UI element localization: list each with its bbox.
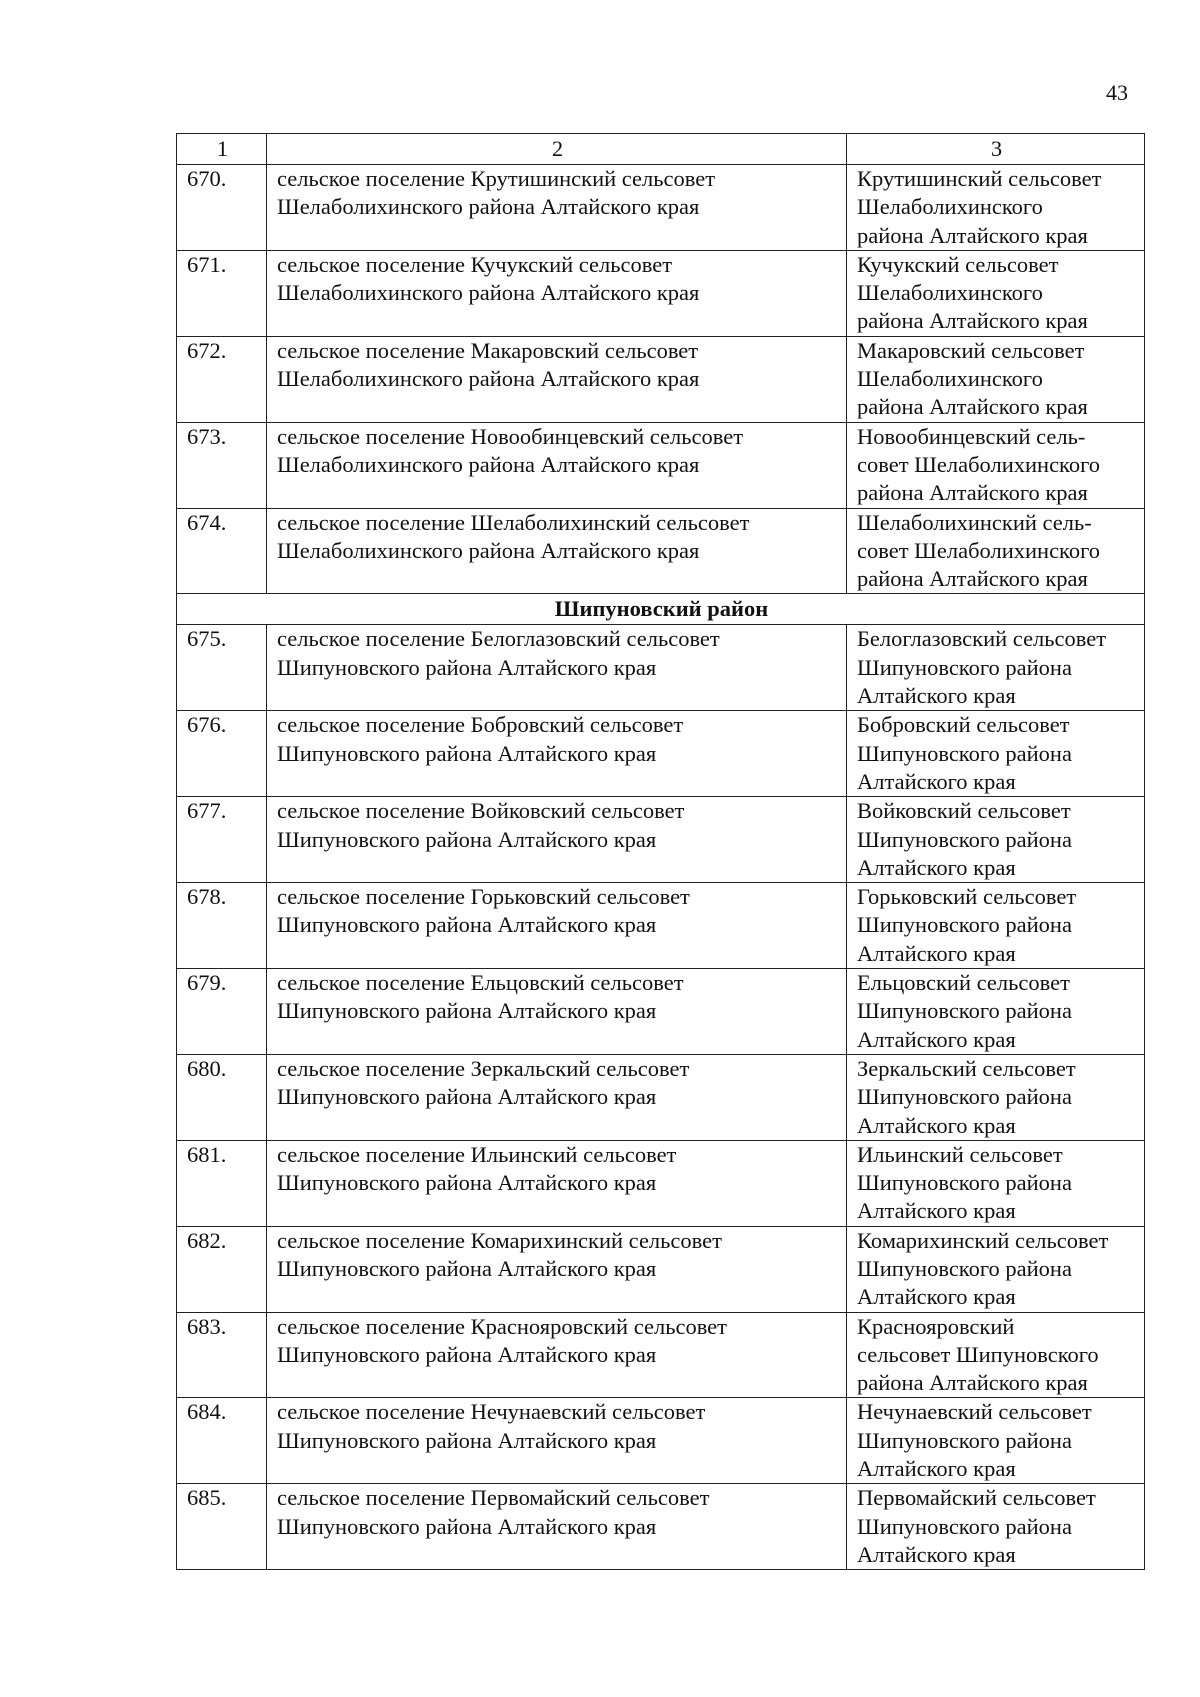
municipality-name-line: Шелаболихинского района Алтайского края <box>277 451 700 477</box>
short-name-line: Ельцовский сельсовет <box>857 970 1070 996</box>
short-name-line: Алтайского края <box>857 940 1016 966</box>
short-name-line: Шипуновского района <box>857 1084 1072 1110</box>
municipality-name-cell <box>267 625 847 711</box>
municipality-name-cell <box>267 336 847 422</box>
short-name-line: Зеркальский сельсовет <box>857 1055 1076 1081</box>
table-row <box>177 625 1145 711</box>
municipality-name-line: сельское поселение Зеркальский сельсовет <box>277 1055 690 1081</box>
municipality-name-cell <box>267 1312 847 1398</box>
short-name-line: Шипуновского района <box>857 912 1072 938</box>
short-name-line: Шипуновского района <box>857 1255 1072 1281</box>
municipality-name-line: сельское поселение Войковский сельсовет <box>277 798 685 824</box>
short-name-line: Шипуновского района <box>857 1513 1072 1539</box>
short-name-line: Алтайского края <box>857 854 1016 880</box>
short-name-cell <box>847 508 1145 594</box>
table-row <box>177 1312 1145 1398</box>
municipality-name-line: Шипуновского района Алтайского края <box>277 740 657 766</box>
table-row <box>177 1226 1145 1312</box>
short-name-line: Алтайского края <box>857 1198 1016 1224</box>
short-name-line: Алтайского края <box>857 1112 1016 1138</box>
municipality-name-cell <box>267 883 847 969</box>
municipality-name-line: Шелаболихинского района Алтайского края <box>277 537 700 563</box>
row-number: 671. <box>177 250 267 336</box>
row-number: 676. <box>177 711 267 797</box>
short-name-line: Шипуновского района <box>857 740 1072 766</box>
short-name-line: Белоглазовский сельсовет <box>857 626 1107 652</box>
short-name-cell <box>847 969 1145 1055</box>
short-name-cell <box>847 1140 1145 1226</box>
short-name-line: района Алтайского края <box>857 308 1088 334</box>
column-header-2: 2 <box>267 134 847 165</box>
short-name-line: Шелаболихинского <box>857 366 1043 392</box>
row-number: 680. <box>177 1054 267 1140</box>
table-row <box>177 250 1145 336</box>
page-number: 43 <box>1106 80 1128 105</box>
short-name-line: района Алтайского края <box>857 394 1088 420</box>
row-number: 684. <box>177 1398 267 1484</box>
short-name-line: Алтайского края <box>857 683 1016 709</box>
municipality-name-line: сельское поселение Первомайский сельсовет <box>277 1485 710 1511</box>
short-name-line: Новообинцевский сель- <box>857 423 1086 449</box>
municipality-name-line: Шипуновского района Алтайского края <box>277 826 657 852</box>
row-number: 673. <box>177 422 267 508</box>
table-body <box>177 134 1145 1570</box>
table-row <box>177 165 1145 251</box>
row-number: 681. <box>177 1140 267 1226</box>
short-name-cell <box>847 250 1145 336</box>
table-row <box>177 508 1145 594</box>
short-name-line: Алтайского края <box>857 768 1016 794</box>
municipality-name-cell <box>267 1398 847 1484</box>
table-row <box>177 797 1145 883</box>
municipality-name-line: Шипуновского района Алтайского края <box>277 1170 657 1196</box>
municipality-name-cell <box>267 165 847 251</box>
row-number: 677. <box>177 797 267 883</box>
municipality-name-line: Шелаболихинского района Алтайского края <box>277 366 700 392</box>
short-name-line: сельсовет Шипуновского <box>857 1341 1099 1367</box>
municipality-name-line: Шипуновского района Алтайского края <box>277 998 657 1024</box>
short-name-cell <box>847 165 1145 251</box>
short-name-cell <box>847 1398 1145 1484</box>
short-name-cell <box>847 1226 1145 1312</box>
short-name-line: района Алтайского края <box>857 1370 1088 1396</box>
municipality-name-cell <box>267 1226 847 1312</box>
table-row <box>177 1484 1145 1570</box>
short-name-line: Краснояровский <box>857 1313 1015 1339</box>
municipality-name-line: сельское поселение Бобровский сельсовет <box>277 712 684 738</box>
short-name-line: Шелаболихинского <box>857 194 1043 220</box>
municipality-name-line: сельское поселение Ельцовский сельсовет <box>277 970 684 996</box>
table-row <box>177 883 1145 969</box>
row-number: 670. <box>177 165 267 251</box>
short-name-line: Шипуновского района <box>857 1427 1072 1453</box>
row-number: 679. <box>177 969 267 1055</box>
municipality-name-cell <box>267 1054 847 1140</box>
short-name-line: Шелаболихинский сель- <box>857 509 1092 535</box>
row-number: 678. <box>177 883 267 969</box>
short-name-line: Макаровский сельсовет <box>857 337 1085 363</box>
table-row <box>177 1398 1145 1484</box>
short-name-line: совет Шелаболихинского <box>857 451 1101 477</box>
municipality-name-line: сельское поселение Комарихинский сельсовет <box>277 1227 722 1253</box>
table-row <box>177 969 1145 1055</box>
table-row <box>177 422 1145 508</box>
section-header-row <box>177 594 1145 625</box>
municipality-name-line: Шипуновского района Алтайского края <box>277 1255 657 1281</box>
municipality-name-line: Шипуновского района Алтайского края <box>277 1341 657 1367</box>
short-name-line: Алтайского края <box>857 1456 1016 1482</box>
short-name-line: Алтайского края <box>857 1026 1016 1052</box>
municipality-name-line: Шипуновского района Алтайского края <box>277 1427 657 1453</box>
row-number: 675. <box>177 625 267 711</box>
municipality-name-line: сельское поселение Краснояровский сельсовет <box>277 1313 727 1339</box>
municipality-name-line: сельское поселение Нечунаевский сельсовет <box>277 1399 706 1425</box>
municipality-name-cell <box>267 508 847 594</box>
short-name-line: Шелаболихинского <box>857 280 1043 306</box>
short-name-line: Шипуновского района <box>857 654 1072 680</box>
row-number: 672. <box>177 336 267 422</box>
table-row <box>177 1054 1145 1140</box>
column-header-3: 3 <box>847 134 1145 165</box>
column-header-1: 1 <box>177 134 267 165</box>
municipality-name-cell <box>267 422 847 508</box>
municipality-name-line: сельское поселение Белоглазовский сельсовет <box>277 626 720 652</box>
short-name-line: района Алтайского края <box>857 222 1088 248</box>
municipality-name-cell <box>267 711 847 797</box>
short-name-cell <box>847 1054 1145 1140</box>
short-name-cell <box>847 711 1145 797</box>
short-name-line: Кучукский сельсовет <box>857 251 1059 277</box>
municipality-name-line: сельское поселение Крутишинский сельсовет <box>277 166 716 191</box>
short-name-line: Алтайского края <box>857 1284 1016 1310</box>
short-name-line: Войковский сельсовет <box>857 798 1071 824</box>
municipality-name-line: сельское поселение Новообинцевский сельсовет <box>277 423 744 449</box>
short-name-line: Комарихинский сельсовет <box>857 1227 1109 1253</box>
short-name-cell <box>847 336 1145 422</box>
table-row <box>177 1140 1145 1226</box>
row-number: 683. <box>177 1312 267 1398</box>
short-name-line: района Алтайского края <box>857 566 1088 592</box>
municipality-name-line: сельское поселение Горьковский сельсовет <box>277 884 690 910</box>
municipality-name-line: сельское поселение Шелаболихинский сельсовет <box>277 509 750 535</box>
municipality-name-cell <box>267 1484 847 1570</box>
municipality-name-line: сельское поселение Кучукский сельсовет <box>277 251 673 277</box>
short-name-cell <box>847 625 1145 711</box>
short-name-line: Горьковский сельсовет <box>857 884 1077 910</box>
short-name-line: Шипуновского района <box>857 1170 1072 1196</box>
short-name-cell <box>847 1484 1145 1570</box>
short-name-line: Первомайский сельсовет <box>857 1485 1096 1511</box>
municipality-name-line: Шипуновского района Алтайского края <box>277 1513 657 1539</box>
municipality-name-line: Шипуновского района Алтайского края <box>277 654 657 680</box>
short-name-line: Шипуновского района <box>857 998 1072 1024</box>
municipality-name-cell <box>267 250 847 336</box>
municipality-name-line: сельское поселение Ильинский сельсовет <box>277 1141 677 1167</box>
municipality-name-cell <box>267 797 847 883</box>
municipality-name-line: Шелаболихинского района Алтайского края <box>277 280 700 306</box>
municipality-name-line: Шелаболихинского района Алтайского края <box>277 194 700 220</box>
municipality-name-cell <box>267 1140 847 1226</box>
short-name-cell <box>847 1312 1145 1398</box>
municipality-name-cell <box>267 969 847 1055</box>
table-row <box>177 336 1145 422</box>
municipality-name-line: сельское поселение Макаровский сельсовет <box>277 337 699 363</box>
short-name-line: Крутишинский сельсовет <box>857 166 1102 191</box>
table-row <box>177 711 1145 797</box>
column-number-row <box>177 134 1145 165</box>
short-name-line: Шипуновского района <box>857 826 1072 852</box>
municipality-name-line: Шипуновского района Алтайского края <box>277 1084 657 1110</box>
short-name-line: Бобровский сельсовет <box>857 712 1070 738</box>
row-number: 685. <box>177 1484 267 1570</box>
short-name-line: Алтайского края <box>857 1541 1016 1567</box>
short-name-line: совет Шелаболихинского <box>857 537 1101 563</box>
short-name-line: района Алтайского края <box>857 480 1088 506</box>
short-name-cell <box>847 883 1145 969</box>
short-name-line: Нечунаевский сельсовет <box>857 1399 1092 1425</box>
short-name-line: Ильинский сельсовет <box>857 1141 1063 1167</box>
row-number: 682. <box>177 1226 267 1312</box>
municipality-name-line: Шипуновского района Алтайского края <box>277 912 657 938</box>
row-number: 674. <box>177 508 267 594</box>
municipalities-table <box>176 133 1145 1570</box>
section-title: Шипуновский район <box>177 594 1145 625</box>
short-name-cell <box>847 422 1145 508</box>
short-name-cell <box>847 797 1145 883</box>
